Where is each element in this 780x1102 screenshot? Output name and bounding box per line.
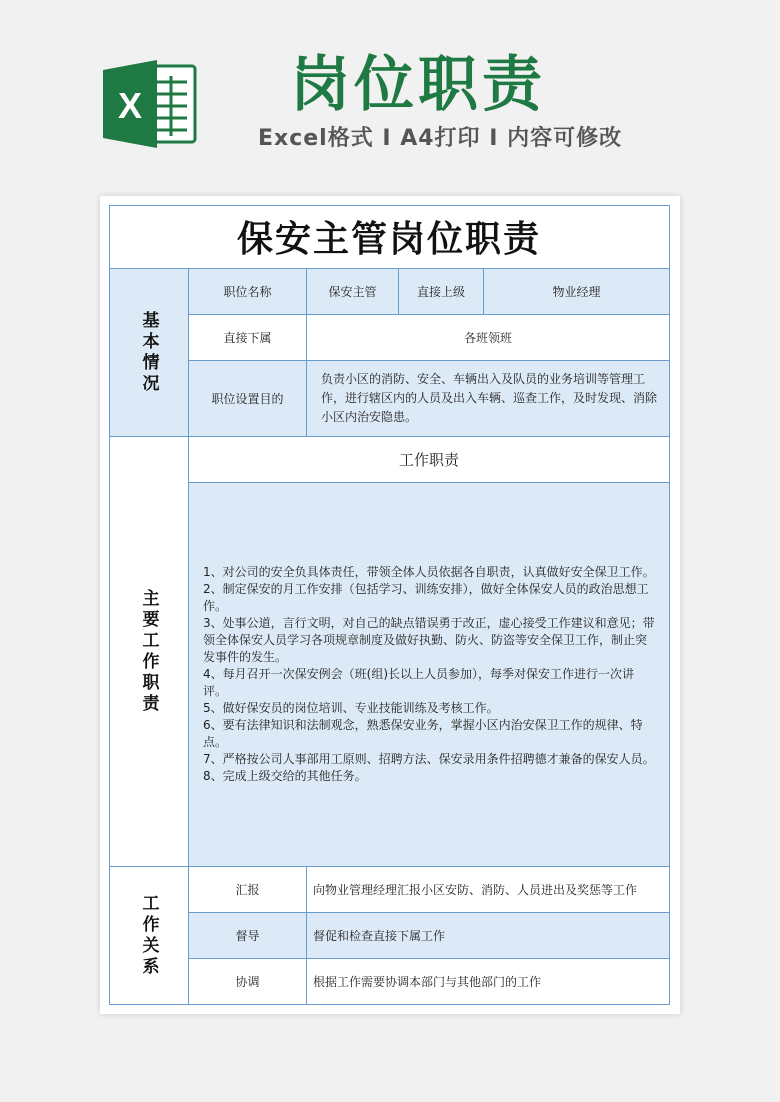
position-name-label: 职位名称 [189,269,307,315]
excel-logo-icon [101,56,197,152]
relation-report-value[interactable]: 向物业管理经理汇报小区安防、消防、人员进出及奖惩等工作 [307,867,670,913]
duty-item-6: 6、要有法律知识和法制观念，熟悉保安业务，掌握小区内治安保卫工作的规律、特点。 [203,718,643,749]
page-subtitle: Excel格式 Ⅰ A4打印 Ⅰ 内容可修改 [258,126,623,151]
duty-item-2: 2、制定保安的月工作安排（包括学习、训练安排），做好全体保安人员的政治思想工作。 [203,582,649,613]
document-sheet [100,196,680,1014]
direct-subordinate-label: 直接下属 [189,315,307,361]
duty-item-8: 8、完成上级交给的其他任务。 [203,769,367,783]
direct-superior-label: 直接上级 [399,269,484,315]
duties-header-cell [189,437,670,483]
page-title: 岗位职责 [290,50,546,120]
section-relations-label: 工作关系 [138,893,159,978]
document-title-cell [109,205,670,269]
duty-item-1: 1、对公司的安全负具体责任，带领全体人员依据各自职责，认真做好安全保卫工作。 [203,565,655,579]
direct-subordinate-value[interactable]: 各班领班 [307,315,670,361]
section-relations-cell [109,867,189,1005]
section-duties-label: 主要工作职责 [138,588,159,715]
purpose-label: 职位设置目的 [189,361,307,437]
svg-text:X: X [117,85,143,126]
duty-item-3: 3、处事公道，言行文明，对自己的缺点错误勇于改正，虚心接受工作建议和意见；带领全体保安人员学习各项规章制度及做好执勤、防火、防盗等安全保卫工作，制止突发事件的发生。 [203,616,655,664]
section-duties-cell [109,437,189,867]
section-basic-cell [109,269,189,437]
job-description-table [109,205,670,1005]
duties-header: 工作职责 [398,451,459,469]
duties-content-cell[interactable] [189,483,670,867]
relation-supervise-label: 督导 [189,913,307,959]
relation-coordinate-label: 协调 [189,959,307,1005]
direct-superior-value[interactable]: 物业经理 [484,269,670,315]
position-name-value[interactable]: 保安主管 [307,269,399,315]
duty-item-5: 5、做好保安员的岗位培训、专业技能训练及考核工作。 [203,701,499,715]
duty-item-4: 4、每月召开一次保安例会（班(组)长以上人员参加），每季对保安工作进行一次讲评。 [203,667,635,698]
relation-coordinate-value[interactable]: 根据工作需要协调本部门与其他部门的工作 [307,959,670,1005]
relation-supervise-value[interactable]: 督促和检查直接下属工作 [307,913,670,959]
duty-item-7: 7、严格按公司人事部用工原则、招聘方法、保安录用条件招聘德才兼备的保安人员。 [203,752,655,766]
section-basic-label: 基本情况 [138,310,159,395]
document-title: 保安主管岗位职责 [236,219,541,260]
duties-list [203,564,655,785]
relation-report-label: 汇报 [189,867,307,913]
purpose-value[interactable]: 负责小区的消防、安全、车辆出入及队员的业务培训等管理工作，进行辖区内的人员及出入车辆、巡查工作，及时发现、消除小区内治安隐患。 [307,361,670,437]
